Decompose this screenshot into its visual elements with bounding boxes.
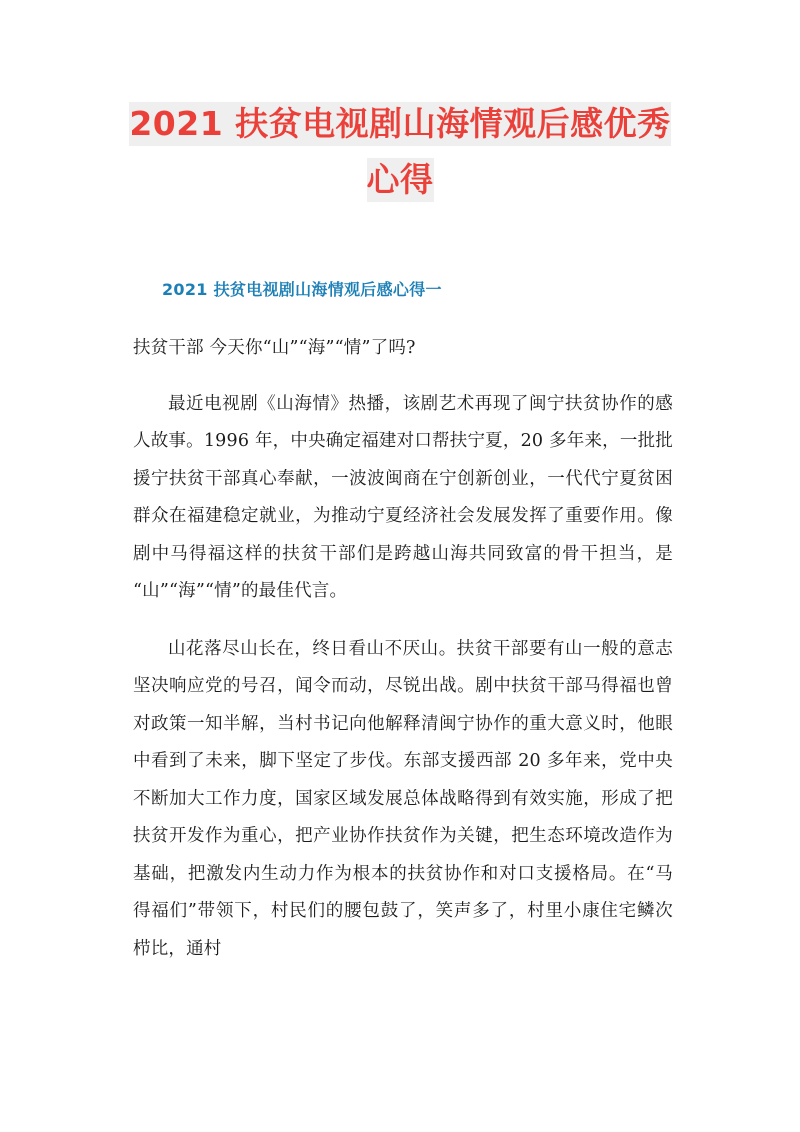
paragraph-2: 山花落尽山长在，终日看山不厌山。扶贫干部要有山一般的意志坚决响应党的号召，闻令而动，尽锐出战。剧中扶贫干部马得福也曾对政策一知半解，当村书记向他解释清闽宁协作的重大意义时，他眼中看到了未来，脚下坚定了步伐。东部支援西部 20 多年来，党中央不断加大工作力度，国家区域发展总体战略得到有效实施，形成了把扶贫开发作为重心，把产业协作扶贫作为关键，把生态环境改造作为基础，把激发内生动力作为根本的扶贫协作和对口支援格局。在“马得福们”带领下，村民们的腰包鼓了，笑声多了，村里小康住宅鳞次栉比，通村	[133, 638, 673, 959]
paragraph-lead: 扶贫干部 今天你“山”“海”“情”了吗?	[133, 338, 416, 358]
page-title-line-1: 2021 扶贫电视剧山海情观后感优秀	[129, 102, 670, 146]
page-title-line-2: 心得	[367, 158, 434, 202]
document-body	[133, 330, 673, 968]
page-title	[100, 96, 700, 208]
section-heading: 2021 扶贫电视剧山海情观后感心得一	[162, 280, 442, 299]
paragraph-1: 最近电视剧《山海情》热播，该剧艺术再现了闽宁扶贫协作的感人故事。1996 年，中央确定福建对口帮扶宁夏，20 多年来，一批批援宁扶贫干部真心奉献，一波波闽商在宁创新创业，一代代宁夏贫困群众在福建稳定就业，为推动宁夏经济社会发展发挥了重要作用。像剧中马得福这样的扶贫干部们是跨越山海共同致富的骨干担当，是“山”“海”“情”的最佳代言。	[133, 393, 673, 601]
